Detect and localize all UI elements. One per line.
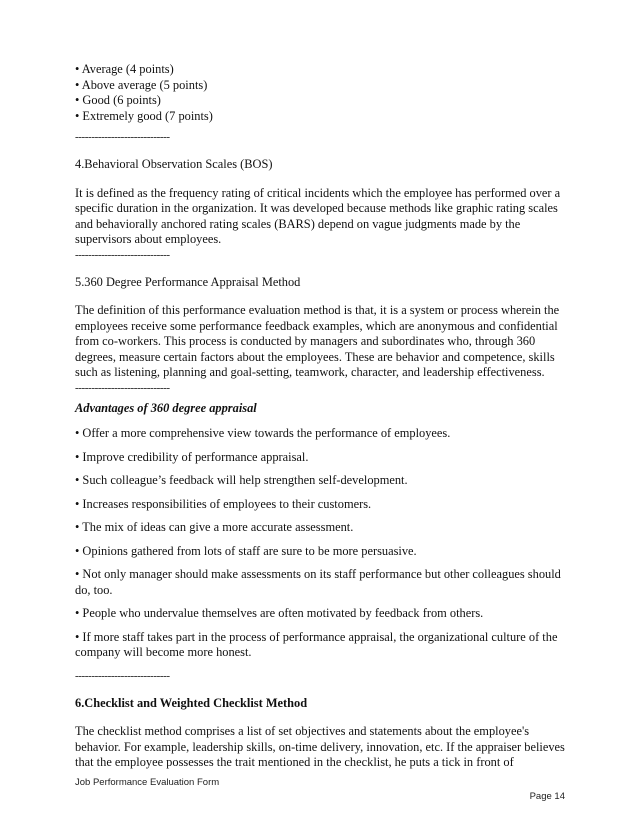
separator: ----------------------------- <box>75 381 170 394</box>
list-item: • Improve credibility of performance appraisal. <box>75 449 309 464</box>
footer-title: Job Performance Evaluation Form <box>75 777 220 788</box>
list-item: • Opinions gathered from lots of staff are sure to be more persuasive. <box>75 543 417 558</box>
rating-scale-list <box>75 62 567 124</box>
section-body-360: The definition of this performance evaluation method is that, it is a system or process wherein the employees receive some performance feedback examples, which are anonymous and confidential from co-workers. This process is conducted by managers and subordinates who, through 360 degrees, measure certain factors about the employees. These are behavior and competence, skills such as listening, planning and goal-setting, teamwork, character, and leadership effectiveness. <box>75 303 560 380</box>
advantages-list <box>75 426 567 661</box>
separator: ----------------------------- <box>75 131 170 144</box>
section-heading-bos: 4.Behavioral Observation Scales (BOS) <box>75 157 273 172</box>
section-body-bos: It is defined as the frequency rating of critical incidents which the employee has performed over a specific duration in the organization. It was developed because methods like graphic rating scales and behaviorally anchored rating scales (BARS) depend on vague judgments made by the supervisors about employees. <box>75 185 561 247</box>
list-item: • People who undervalue themselves are often motivated by feedback from others. <box>75 606 484 621</box>
list-item: • Average (4 points) <box>75 62 174 76</box>
list-item: • The mix of ideas can give a more accurate assessment. <box>75 520 354 535</box>
section-heading-checklist: 6.Checklist and Weighted Checklist Method <box>75 695 308 710</box>
section-body-checklist: The checklist method comprises a list of set objectives and statements about the employee's behavior. For example, leadership skills, on-time delivery, innovation, etc. If the appraiser believes that the employee possesses the trait mentioned in the checklist, he puts a tick in front of <box>75 724 565 770</box>
section-heading-360: 5.360 Degree Performance Appraisal Method <box>75 274 301 289</box>
list-item: • If more staff takes part in the process of performance appraisal, the organizational culture of the company will become more honest. <box>75 629 558 660</box>
advantages-heading: Advantages of 360 degree appraisal <box>75 400 257 415</box>
separator: ----------------------------- <box>75 669 170 682</box>
separator: ----------------------------- <box>75 248 170 261</box>
list-item: • Such colleague’s feedback will help strengthen self-development. <box>75 473 408 488</box>
list-item: • Not only manager should make assessments on its staff performance but other colleagues should do, too. <box>75 567 561 597</box>
list-item: • Above average (5 points) <box>75 77 208 92</box>
document-page <box>75 62 567 771</box>
list-item: • Offer a more comprehensive view towards the performance of employees. <box>75 426 451 441</box>
page-number: Page 14 <box>529 791 565 802</box>
list-item: • Increases responsibilities of employees to their customers. <box>75 496 372 511</box>
list-item: • Good (6 points) <box>75 93 161 108</box>
list-item: • Extremely good (7 points) <box>75 108 213 123</box>
